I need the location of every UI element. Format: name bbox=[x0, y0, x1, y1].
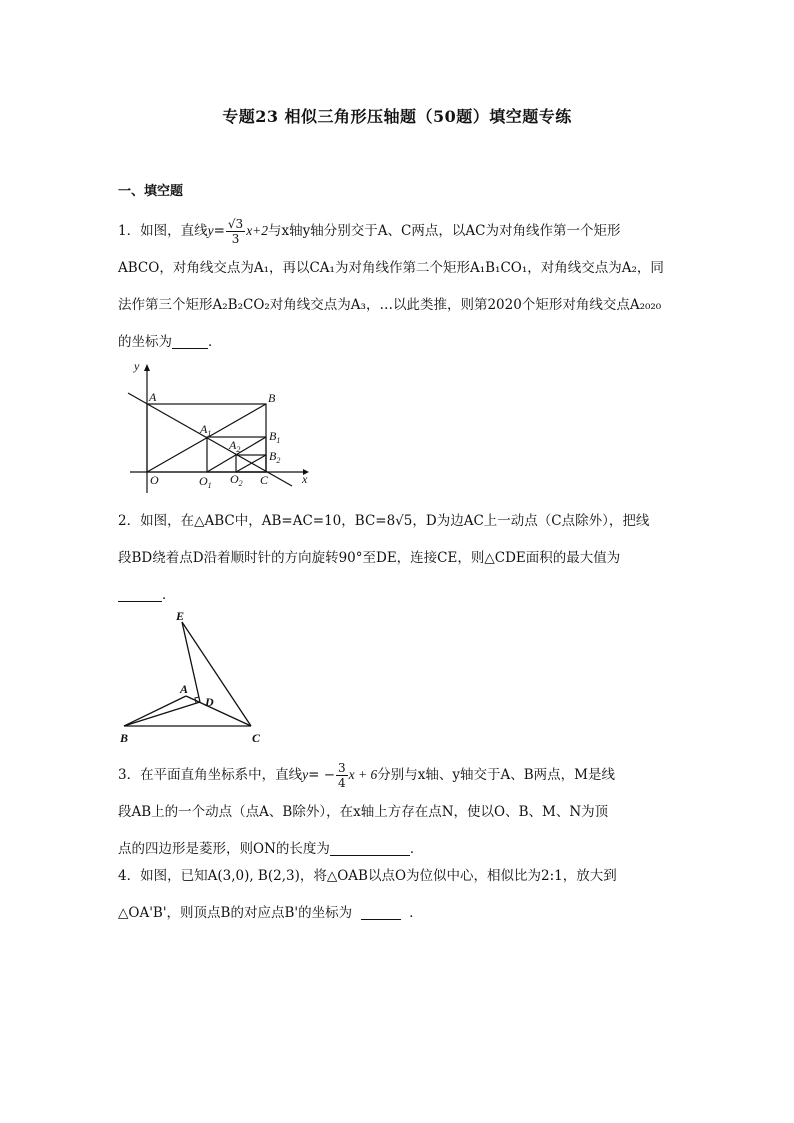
q4-line-1: 4．如图，已知A(3,0), B(2,3)，将△OAB以点O为位似中心，相似比为2:1，放大到 bbox=[118, 868, 617, 884]
q2-line-3: ． bbox=[118, 577, 678, 614]
q1-line-2: ABCO，对角线交点为A₁，再以CA₁为对角线作第二个矩形A₁B₁CO₁，对角线交点为A₂，同 bbox=[118, 260, 664, 276]
q4-line-2: △OA'B'，则顶点B的对应点B'的坐标为 ． bbox=[118, 905, 423, 921]
q3-line-2: 段AB上的一个动点（点A、B除外），在x轴上方存在点N，使以O、B、M、N为顶 bbox=[118, 804, 609, 820]
q1-text-2: 与x轴y轴分别交于A、C两点，以AC为对角线作第一个矩形 bbox=[268, 223, 621, 239]
question-1 bbox=[118, 212, 678, 361]
q1-fraction bbox=[226, 217, 245, 246]
fig1-label-C: C bbox=[260, 473, 269, 487]
q1-eq-equals: = bbox=[213, 223, 225, 239]
fig2-label-E: E bbox=[176, 610, 185, 623]
fig1-label-O1: $O_1$ bbox=[199, 474, 212, 490]
fig1-label-O2: $O_2$ bbox=[230, 472, 243, 488]
document-title: 专题23 相似三角形压轴题（50题）填空题专练 bbox=[222, 107, 572, 126]
fig1-diagonal-O2B2 bbox=[236, 455, 266, 472]
q3-line-3: 点的四边形是菱形，则ON的长度为 ． bbox=[118, 841, 424, 857]
question-4 bbox=[118, 858, 678, 932]
fig1-label-A2: $A_2$ bbox=[229, 438, 241, 454]
q2-answer-blank[interactable] bbox=[118, 587, 162, 602]
fig1-label-A: A bbox=[149, 390, 157, 404]
q1-eq-y: y bbox=[207, 223, 214, 238]
fig1-label-B2: $B_2$ bbox=[269, 449, 281, 465]
question-2 bbox=[118, 503, 678, 614]
q1-answer-blank[interactable] bbox=[172, 334, 208, 349]
q1-line-1 bbox=[118, 212, 678, 250]
fig2-label-A: A bbox=[180, 682, 189, 696]
figure-1-rectangles bbox=[122, 356, 322, 496]
fig1-y-arrow bbox=[144, 364, 150, 371]
question-3 bbox=[118, 756, 678, 868]
fig2-label-C: C bbox=[252, 731, 261, 745]
q1-eq-tail: x+2 bbox=[246, 223, 269, 238]
fig1-label-O: O bbox=[150, 473, 159, 487]
q1-number: 1． bbox=[118, 223, 141, 239]
fig2-segment-BA bbox=[124, 696, 186, 726]
q1-line-4-post: ． bbox=[208, 334, 222, 350]
q3-fraction: $\frac{3}{4}$ bbox=[338, 761, 346, 790]
fig1-label-B1: $B_1$ bbox=[269, 429, 281, 445]
q3-answer-blank[interactable] bbox=[330, 841, 410, 856]
q2-line-1: 2．如图，在△ABC中，AB=AC=10，BC=8√5，D为边AC上一动点（C点除外），把线 bbox=[118, 513, 650, 529]
q2-line-2: 段BD绕着点D沿着顺时针的方向旋转90°至DE，连接CE，则△CDE面积的最大值为 bbox=[118, 550, 621, 566]
fig2-label-B: B bbox=[120, 731, 129, 745]
q1-frac-num: √3 bbox=[227, 217, 244, 231]
q1-line-4-pre: 的坐标为 bbox=[118, 334, 172, 350]
fig1-label-B: B bbox=[268, 391, 276, 405]
fig1-label-x: x bbox=[302, 472, 308, 486]
section-heading: 一、填空题 bbox=[118, 184, 184, 199]
figure-2-triangle bbox=[112, 610, 282, 750]
fig2-label-D: D bbox=[205, 695, 214, 709]
fig1-label-y: y bbox=[134, 359, 140, 373]
q3-line-1: 3．在平面直角坐标系中，直线y= − $\frac{3}{4}$ x + 6分别与x轴、y轴交于A、B两点，M是线 bbox=[118, 761, 615, 790]
q1-frac-den: 3 bbox=[231, 232, 240, 246]
q1-line-3: 法作第三个矩形A₂B₂CO₂对角线交点为A₃，…以此类推，则第2020个矩形对角线交点A₂₀₂₀ bbox=[118, 297, 662, 313]
fig2-segment-BD bbox=[124, 702, 200, 726]
q1-text-1: 如图，直线 bbox=[140, 223, 208, 239]
fig1-label-A1: $A_1$ bbox=[200, 422, 212, 438]
q4-answer-blank[interactable] bbox=[361, 905, 401, 920]
